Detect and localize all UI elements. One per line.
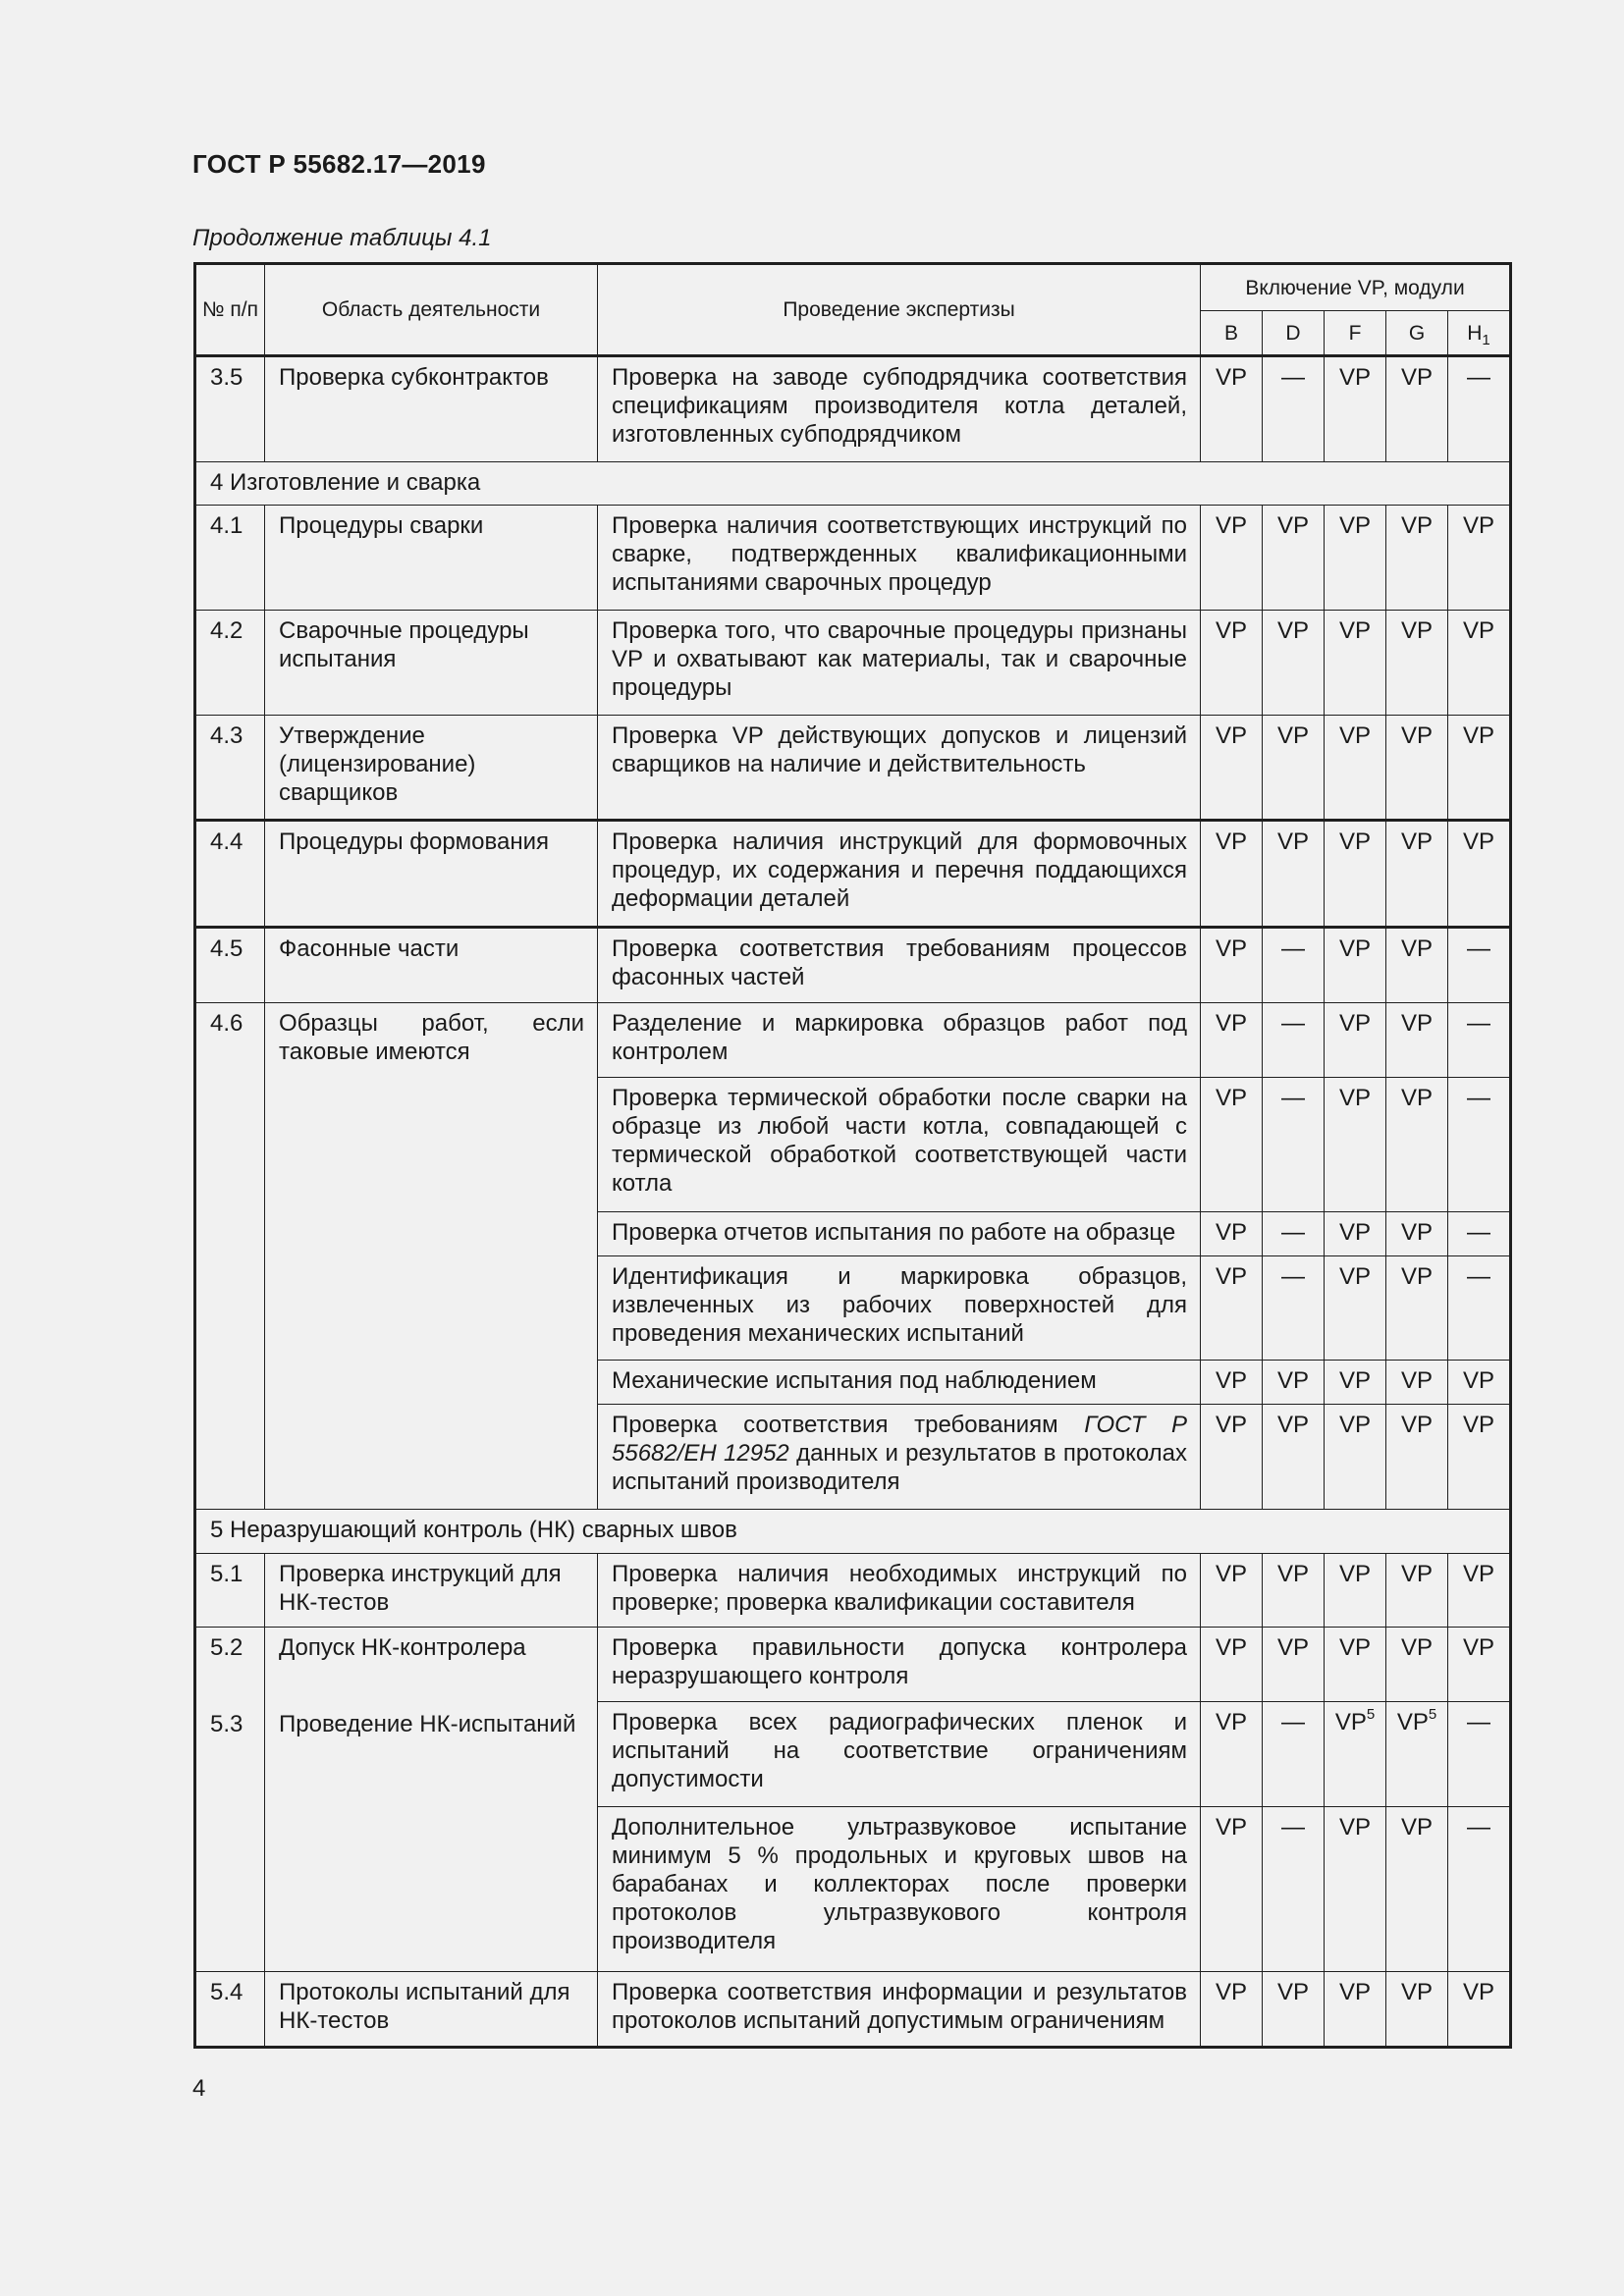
mark-g: $VP^5$ [1386, 1701, 1448, 1806]
mark-h1: VP [1448, 821, 1511, 928]
mark-g: VP [1386, 1806, 1448, 1971]
mark-f: VP [1325, 1628, 1386, 1702]
row-area: Протоколы испытаний для НК-тестов [265, 1972, 598, 2048]
mark-g: VP [1386, 1361, 1448, 1405]
mark-h1: VP [1448, 1553, 1511, 1628]
table-row [195, 1972, 1511, 2048]
mark-g: VP [1386, 1077, 1448, 1212]
row-expertise: Проверка соответствия информации и результатов протоколов испытаний допустимым ограничениям [598, 1972, 1201, 2048]
header-module-g: G [1386, 311, 1448, 356]
mark-g: VP [1386, 1972, 1448, 2048]
mark-g: VP [1386, 1628, 1448, 1702]
row-expertise: Проверка того, что сварочные процедуры признаны VP и охватывают как материалы, так и сварочные процедуры [598, 611, 1201, 716]
mark-g: VP [1386, 1212, 1448, 1256]
mark-d: VP [1263, 611, 1325, 716]
row-num: 5.1 [195, 1553, 265, 1628]
table-caption: Продолжение таблицы 4.1 [192, 225, 492, 251]
mark-h1: VP [1448, 1361, 1511, 1405]
mark-f: VP [1325, 1405, 1386, 1510]
mark-b: VP [1201, 1701, 1263, 1806]
mark-b: VP [1201, 1553, 1263, 1628]
document-title: ГОСТ Р 55682.17—2019 [192, 149, 486, 179]
row-expertise: Дополнительное ультразвуковое испытание минимум 5 % продольных и круговых швов на барабанах и коллекторах после проверки протоколов ультразвукового контроля производителя [598, 1806, 1201, 1971]
mark-b: VP [1201, 1361, 1263, 1405]
mark-d: VP [1263, 821, 1325, 928]
row-area: Проверка инструкций для НК-тестов [265, 1553, 598, 1628]
mark-b: VP [1201, 506, 1263, 611]
row-expertise: Проверка правильности допуска контролера неразрушающего контроля [598, 1628, 1201, 1702]
table-row [195, 611, 1511, 716]
mark-h1: — [1448, 1077, 1511, 1212]
row-area: Фасонные части [265, 928, 598, 1003]
mark-g: VP [1386, 506, 1448, 611]
mark-f: VP [1325, 1077, 1386, 1212]
mark-h1: — [1448, 356, 1511, 462]
mark-d: — [1263, 356, 1325, 462]
mark-h1: VP [1448, 611, 1511, 716]
inspection-table [193, 262, 1512, 2049]
mark-d: VP [1263, 1628, 1325, 1702]
row-expertise: Проверка отчетов испытания по работе на образце [598, 1212, 1201, 1256]
row-num: 3.5 [195, 356, 265, 462]
row-area: Сварочные процедуры испытания [265, 611, 598, 716]
mark-f: VP [1325, 1553, 1386, 1628]
mark-g: VP [1386, 1553, 1448, 1628]
row-area: Допуск НК-контролера Проведение НК-испытаний [265, 1628, 598, 1972]
row-area: Проверка субконтрактов [265, 356, 598, 462]
row-expertise: Проверка VP действующих допусков и лицензий сварщиков на наличие и действительность [598, 715, 1201, 821]
section-row [195, 461, 1511, 506]
mark-d: — [1263, 1255, 1325, 1361]
table-row [195, 928, 1511, 1003]
mark-b: VP [1201, 821, 1263, 928]
section-row [195, 1509, 1511, 1553]
footnote-ref: 5 [1428, 1705, 1437, 1723]
mark-g: VP [1386, 356, 1448, 462]
mark-b: VP [1201, 1255, 1263, 1361]
mark-f: VP [1325, 356, 1386, 462]
mark-b: VP [1201, 611, 1263, 716]
header-expertise: Проведение экспертизы [598, 264, 1201, 356]
table-row [195, 1553, 1511, 1628]
row-area: Образцы работ, если таковые имеются [265, 1002, 598, 1509]
mark-b: VP [1201, 356, 1263, 462]
mark-d: VP [1263, 1972, 1325, 2048]
mark-f: VP [1325, 506, 1386, 611]
mark-b: VP [1201, 1002, 1263, 1077]
mark-d: — [1263, 1806, 1325, 1971]
mark-f: VP [1325, 1972, 1386, 2048]
mark-g: VP [1386, 611, 1448, 716]
mark-f: $VP^5$ [1325, 1701, 1386, 1806]
row-num: 4.3 [195, 715, 265, 821]
mark-h1: — [1448, 1212, 1511, 1256]
mark-f: VP [1325, 1212, 1386, 1256]
header-inclusion: Включение VP, модули [1201, 264, 1511, 311]
row-expertise: Проверка всех радиографических пленок и испытаний на соответствие ограничениям допустимости [598, 1701, 1201, 1806]
row-area: Процедуры сварки [265, 506, 598, 611]
table-row [195, 715, 1511, 821]
row-expertise: Проверка термической обработки после сварки на образце из любой части котла, совпадающей с термической обработкой соответствующей части котла [598, 1077, 1201, 1212]
mark-b: VP [1201, 715, 1263, 821]
standard-reference: ГОСТ Р 55682/ЕН 12952 [612, 1412, 1187, 1468]
row-area: Процедуры формования [265, 821, 598, 928]
mark-f: VP [1325, 1361, 1386, 1405]
header-module-f: F [1325, 311, 1386, 356]
row-area: Утверждение (лицензирование) сварщиков [265, 715, 598, 821]
mark-d: VP [1263, 506, 1325, 611]
mark-g: VP [1386, 1255, 1448, 1361]
mark-f: VP [1325, 1806, 1386, 1971]
mark-d: — [1263, 928, 1325, 1003]
mark-f: VP [1325, 611, 1386, 716]
table-row [195, 821, 1511, 928]
row-num: 4.2 [195, 611, 265, 716]
footnote-ref: 5 [1366, 1705, 1376, 1723]
mark-h1: — [1448, 1002, 1511, 1077]
mark-b: VP [1201, 928, 1263, 1003]
row-expertise: Разделение и маркировка образцов работ под контролем [598, 1002, 1201, 1077]
mark-d: — [1263, 1077, 1325, 1212]
page-number: 4 [192, 2075, 206, 2102]
mark-h1: VP [1448, 715, 1511, 821]
mark-f: VP [1325, 715, 1386, 821]
mark-f: VP [1325, 928, 1386, 1003]
mark-b: VP [1201, 1405, 1263, 1510]
mark-h1: VP [1448, 1628, 1511, 1702]
row-expertise: Проверка соответствия требованиям процессов фасонных частей [598, 928, 1201, 1003]
header-module-h1: $H_1$ [1448, 311, 1511, 356]
mark-d: VP [1263, 1553, 1325, 1628]
row-num: 4.6 [195, 1002, 265, 1509]
mark-h1: VP [1448, 506, 1511, 611]
mark-d: VP [1263, 1405, 1325, 1510]
mark-b: VP [1201, 1212, 1263, 1256]
table-row [195, 506, 1511, 611]
table-row [195, 1002, 1511, 1077]
mark-d: VP [1263, 1361, 1325, 1405]
mark-b: VP [1201, 1077, 1263, 1212]
mark-g: VP [1386, 715, 1448, 821]
section-title: 4 Изготовление и сварка [195, 461, 1511, 506]
mark-h1: VP [1448, 1972, 1511, 2048]
mark-f: VP [1325, 1002, 1386, 1077]
row-num: 4.4 [195, 821, 265, 928]
mark-h1: — [1448, 928, 1511, 1003]
header-module-b: B [1201, 311, 1263, 356]
row-expertise: Идентификация и маркировка образцов, извлеченных из рабочих поверхностей для проведения механических испытаний [598, 1255, 1201, 1361]
mark-b: VP [1201, 1972, 1263, 2048]
mark-h1: — [1448, 1255, 1511, 1361]
mark-d: VP [1263, 715, 1325, 821]
header-module-d: D [1263, 311, 1325, 356]
table-row [195, 356, 1511, 462]
mark-f: VP [1325, 821, 1386, 928]
row-expertise: Проверка наличия соответствующих инструкций по сварке, подтвержденных квалификационными испытаниями сварочных процедур [598, 506, 1201, 611]
mark-d: — [1263, 1002, 1325, 1077]
row-num: 4.5 [195, 928, 265, 1003]
row-num: 4.1 [195, 506, 265, 611]
header-area: Область деятельности [265, 264, 598, 356]
mark-b: VP [1201, 1628, 1263, 1702]
mark-g: VP [1386, 928, 1448, 1003]
row-expertise: Проверка наличия необходимых инструкций по проверке; проверка квалификации составителя [598, 1553, 1201, 1628]
mark-h1: VP [1448, 1405, 1511, 1510]
table-row [195, 1628, 1511, 1702]
row-num: 5.2 5.3 [195, 1628, 265, 1972]
mark-g: VP [1386, 1002, 1448, 1077]
section-title: 5 Неразрушающий контроль (НК) сварных швов [195, 1509, 1511, 1553]
row-expertise: Механические испытания под наблюдением [598, 1361, 1201, 1405]
mark-f: VP [1325, 1255, 1386, 1361]
row-expertise: Проверка наличия инструкций для формовочных процедур, их содержания и перечня поддающихся деформации деталей [598, 821, 1201, 928]
row-num: 5.4 [195, 1972, 265, 2048]
mark-h1: — [1448, 1701, 1511, 1806]
mark-h1: — [1448, 1806, 1511, 1971]
mark-d: — [1263, 1701, 1325, 1806]
header-num: № п/п [195, 264, 265, 356]
row-expertise: Проверка соответствия требованиям ГОСТ Р 55682/ЕН 12952 данных и результатов в протоколах испытаний производителя [598, 1405, 1201, 1510]
mark-g: VP [1386, 821, 1448, 928]
row-expertise: Проверка на заводе субподрядчика соответствия спецификациям производителя котла деталей, изготовленных субподрядчиком [598, 356, 1201, 462]
mark-b: VP [1201, 1806, 1263, 1971]
mark-d: — [1263, 1212, 1325, 1256]
mark-g: VP [1386, 1405, 1448, 1510]
